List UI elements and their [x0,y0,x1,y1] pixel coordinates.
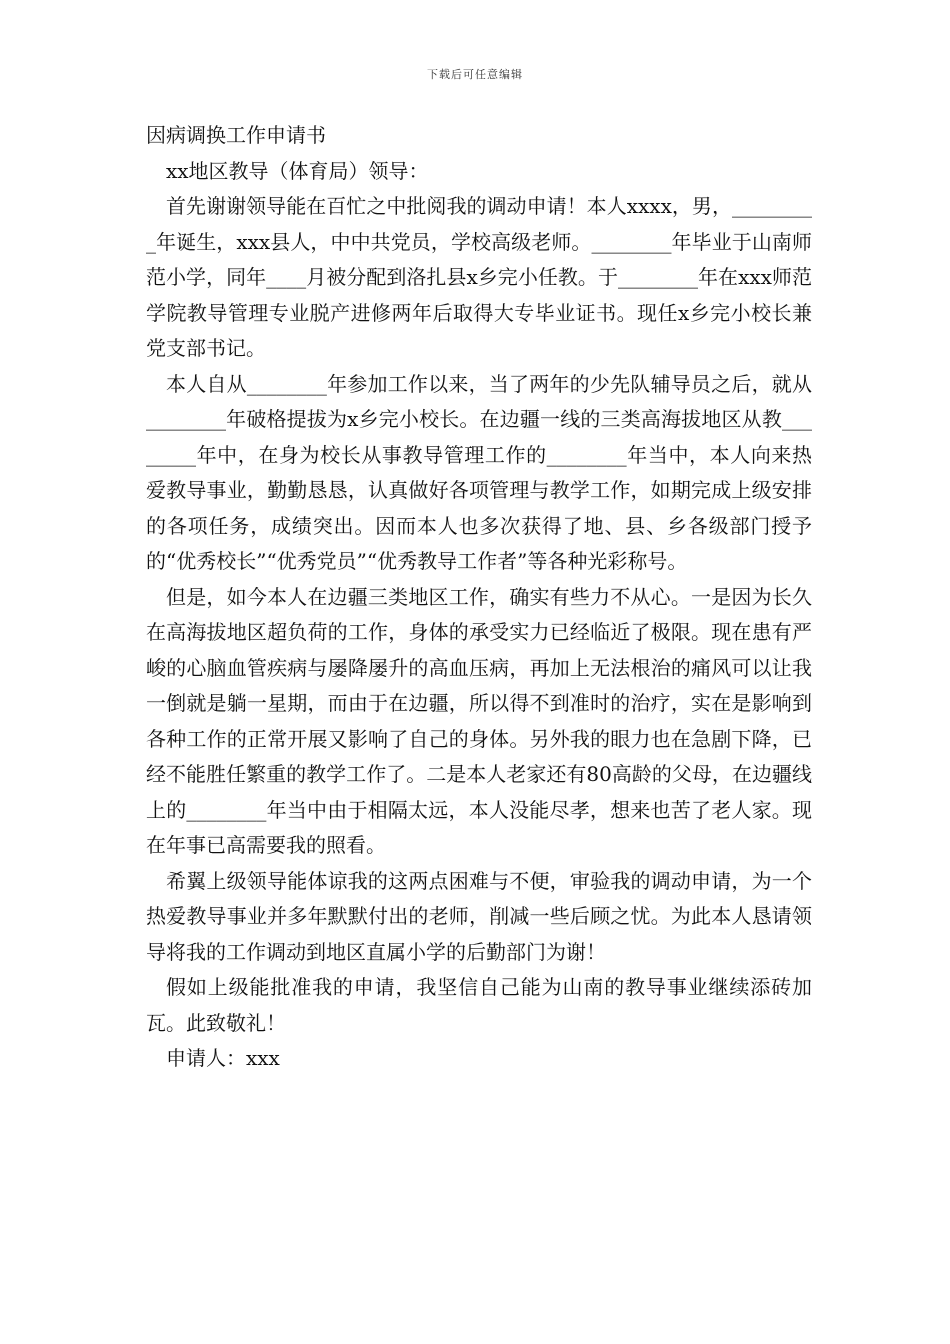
page-header-note: 下载后可任意编辑 [427,68,523,81]
paragraph-career: 本人自从________年参加工作以来，当了两年的少先队辅导员之后，就从________年破格提拔为x乡完小校长。在边疆一线的三类高海拔地区从教________年中，在身为校长从事教导管理工作的________年当中，本人向来热爱教导事业，勤勤恳恳，认真做好各项管理与教学工作，如期完成上级安排的各项任务，成绩突出。因而本人也多次获得了地、县、乡各级部门授予的“优秀校长”“优秀党员”“优秀教导工作者”等各种光彩称号。 [146,371,812,573]
document-body [146,118,812,1077]
paragraph-reasons: 但是，如今本人在边疆三类地区工作，确实有些力不从心。一是因为长久在高海拔地区超负荷的工作，身体的承受实力已经临近了极限。现在患有严峻的心脑血管疾病与屡降屡升的高血压病，再加上无法根治的痛风可以让我一倒就是躺一星期，而由于在边疆，所以得不到准时的治疗，实在是影响到各种工作的正常开展又影响了自己的身体。另外我的眼力也在急剧下降，已经不能胜任繁重的教学工作了。二是本人老家还有80高龄的父母，在边疆线上的________年当中由于相隔太远，本人没能尽孝，想来也苦了老人家。现在年事已高需要我的照看。 [146,584,812,857]
paragraph-closing: 假如上级能批准我的申请，我坚信自己能为山南的教导事业继续添砖加瓦。此致敬礼！ [146,975,812,1035]
salutation: xx地区教导（体育局）领导： [166,158,429,183]
paragraph-request: 希翼上级领导能体谅我的这两点困难与不便，审验我的调动申请，为一个热爱教导事业并多年默默付出的老师，削减一些后顾之忧。为此本人恳请领导将我的工作调动到地区直属小学的后勤部门为谢！ [146,868,812,964]
document-title: 因病调换工作申请书 [146,123,326,147]
paragraph-intro: 首先谢谢领导能在百忙之中批阅我的调动申请！本人xxxx，男，_________年诞生，xxx县人，中中共党员，学校高级老师。________年毕业于山南师范小学，同年____月被分配到洛扎县x乡完小任教。于________年在xxx师范学院教导管理专业脱产进修两年后取得大专毕业证书。现任x乡完小校长兼党支部书记。 [146,194,812,360]
applicant-signature: 申请人：xxx [166,1046,280,1070]
